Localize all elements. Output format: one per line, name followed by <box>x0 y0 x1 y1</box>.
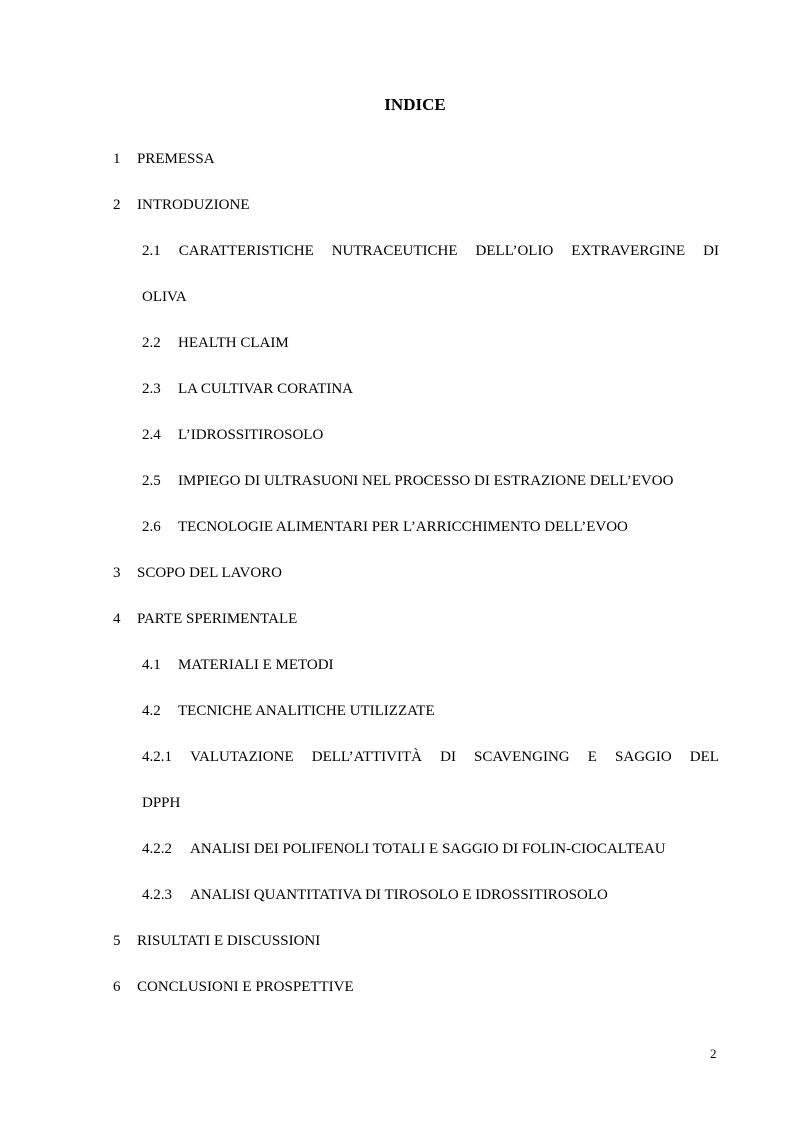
toc-entry-label: PREMESSA <box>137 151 215 167</box>
toc-entry-number: 2 <box>113 197 121 213</box>
toc-entry-label: OLIVA <box>142 289 187 305</box>
toc-entry-word: VALUTAZIONE <box>190 749 294 765</box>
toc-entry-label: INTRODUZIONE <box>137 197 250 213</box>
toc-entry-word: CARATTERISTICHE <box>178 243 314 259</box>
toc-entry-label: RISULTATI E DISCUSSIONI <box>137 933 321 949</box>
toc-entry-number: 5 <box>113 933 121 949</box>
toc-entry-label: TECNICHE ANALITICHE UTILIZZATE <box>178 703 435 719</box>
toc-entry-tecnologie-alimentari[interactable] <box>142 518 628 536</box>
toc-entry-label: LA CULTIVAR CORATINA <box>178 381 354 397</box>
toc-entry-number: 1 <box>113 151 121 167</box>
toc-entry-materiali-e-metodi[interactable] <box>142 656 334 674</box>
toc-entry-label: CONCLUSIONI E PROSPETTIVE <box>137 979 354 995</box>
toc-entry-tecniche-analitiche[interactable] <box>142 702 435 720</box>
toc-entry-word: DEL <box>689 749 719 765</box>
toc-entry-label: TECNOLOGIE ALIMENTARI PER L’ARRICCHIMENTO DELL’EVOO <box>178 519 628 535</box>
toc-entry-word: EXTRAVERGINE <box>571 243 686 259</box>
toc-entry-risultati[interactable] <box>113 932 320 950</box>
toc-entry-word: SAGGIO <box>615 749 672 765</box>
toc-entry-scopo-del-lavoro[interactable] <box>113 564 282 582</box>
toc-entry-polifenoli-totali[interactable] <box>142 840 666 858</box>
page-number: 2 <box>710 1046 717 1061</box>
toc-entry-word: SCAVENGING <box>474 749 570 765</box>
page-title: INDICE <box>384 95 446 114</box>
toc-entry-label: DPPH <box>142 795 181 811</box>
toc-entry-number: 6 <box>113 979 121 995</box>
toc-entry-number: 2.2 <box>142 335 161 351</box>
toc-entry-number: 4 <box>113 611 121 627</box>
toc-entry-premessa[interactable] <box>113 150 215 168</box>
toc-entry-introduzione[interactable] <box>113 196 249 214</box>
toc-entry-number: 4.2.2 <box>142 841 172 857</box>
toc-entry-label: IMPIEGO DI ULTRASUONI NEL PROCESSO DI ESTRAZIONE DELL’EVOO <box>178 473 674 489</box>
toc-entry-number: 2.5 <box>142 473 161 489</box>
toc-entry-parte-sperimentale[interactable] <box>113 610 297 628</box>
toc-entry-label: SCOPO DEL LAVORO <box>137 565 283 581</box>
toc-entry-word: E <box>587 749 597 765</box>
toc-entry-idrossitirosolo[interactable] <box>142 426 323 444</box>
toc-entry-word: DELL’OLIO <box>475 243 554 259</box>
toc-entry-cultivar-coratina[interactable] <box>142 380 353 398</box>
toc-entry-number: 2.3 <box>142 381 161 397</box>
toc-entry-valutazione-scavenging[interactable] <box>142 748 719 766</box>
toc-entry-valutazione-continued[interactable] <box>142 794 180 812</box>
toc-entry-number: 2.4 <box>142 427 161 443</box>
toc-entry-conclusioni[interactable] <box>113 978 354 996</box>
toc-entry-health-claim[interactable] <box>142 334 289 352</box>
toc-entry-number: 2.1 <box>142 243 161 259</box>
toc-entry-number: 4.2.1 <box>142 749 172 765</box>
toc-entry-number: 4.2.3 <box>142 887 172 903</box>
toc-entry-number: 3 <box>113 565 121 581</box>
toc-entry-analisi-quantitativa[interactable] <box>142 886 608 904</box>
toc-entry-label: PARTE SPERIMENTALE <box>137 611 298 627</box>
toc-entry-word: NUTRACEUTICHE <box>331 243 458 259</box>
toc-entry-label: L’IDROSSITIROSOLO <box>178 427 324 443</box>
toc-entry-number: 4.1 <box>142 657 161 673</box>
toc-entry-ultrasuoni[interactable] <box>142 472 673 490</box>
toc-entry-label: MATERIALI E METODI <box>178 657 334 673</box>
toc-entry-word: DI <box>703 243 719 259</box>
toc-entry-word: DI <box>440 749 456 765</box>
toc-entry-number: 2.6 <box>142 519 161 535</box>
toc-entry-caratteristiche-continued[interactable] <box>142 288 187 306</box>
toc-entry-word: DELL’ATTIVITÀ <box>311 749 422 765</box>
toc-entry-label: HEALTH CLAIM <box>178 335 289 351</box>
toc-entry-number: 4.2 <box>142 703 161 719</box>
toc-entry-caratteristiche[interactable] <box>142 242 719 260</box>
toc-entry-label: ANALISI QUANTITATIVA DI TIROSOLO E IDROSSITIROSOLO <box>190 887 608 903</box>
toc-entry-label: ANALISI DEI POLIFENOLI TOTALI E SAGGIO DI FOLIN-CIOCALTEAU <box>190 841 666 857</box>
